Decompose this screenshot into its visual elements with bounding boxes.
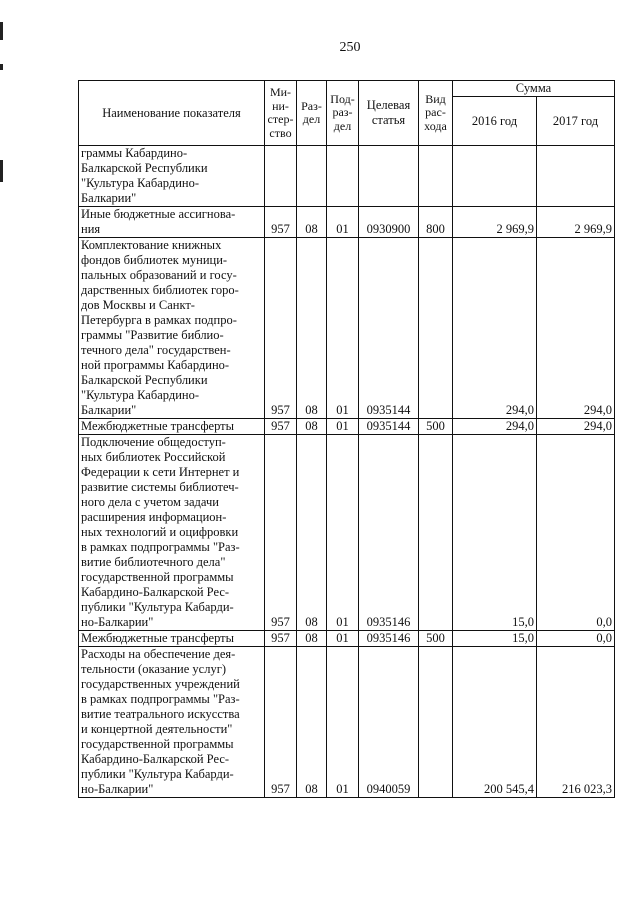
indicator-name-line: государственной программы — [81, 570, 234, 584]
cell-subsection: 01 — [327, 647, 359, 798]
cell-subsection: 01 — [327, 207, 359, 238]
table-row — [79, 647, 615, 798]
indicator-name-line: Межбюджетные трансферты — [81, 419, 235, 433]
table-row — [79, 631, 615, 647]
cell-section: 08 — [297, 435, 327, 631]
indicator-name-line: ной программы Кабардино- — [81, 358, 230, 372]
header-name: Наименование показателя — [79, 81, 265, 146]
cell-sum-2017: 216 023,3 — [537, 647, 615, 798]
indicator-name-line: дов Москвы и Санкт- — [81, 298, 195, 312]
indicator-name-line: "Культура Кабардино- — [81, 176, 199, 190]
cell-subsection: 01 — [327, 419, 359, 435]
indicator-name-line: дарственных библиотек горо- — [81, 283, 239, 297]
indicator-name-line: Балкарской Республики — [81, 161, 208, 175]
indicator-name-line: витие библиотечного дела" — [81, 555, 226, 569]
header-target-article: Целевая статья — [359, 81, 419, 146]
cell-ministry: 957 — [265, 207, 297, 238]
cell-indicator-name — [79, 207, 265, 238]
cell-target-article: 0930900 — [359, 207, 419, 238]
indicator-name-line: Федерации к сети Интернет и — [81, 465, 240, 479]
scan-edge-mark-middle — [0, 160, 3, 182]
cell-section: 08 — [297, 631, 327, 647]
budget-table — [78, 80, 615, 798]
indicator-name-line: но-Балкарии" — [81, 782, 154, 796]
cell-ministry: 957 — [265, 435, 297, 631]
header-year-2016: 2016 год — [453, 97, 537, 146]
indicator-name-line: граммы Кабардино- — [81, 146, 188, 160]
indicator-name-line: ния — [81, 222, 101, 236]
indicator-name-line: ного дела с учетом задачи — [81, 495, 219, 509]
header-year-2017: 2017 год — [537, 97, 615, 146]
indicator-name-line: Балкарской Республики — [81, 373, 208, 387]
indicator-name-line: и концертной деятельности" — [81, 722, 233, 736]
indicator-name-line: ных технологий и оцифровки — [81, 525, 239, 539]
cell-indicator-name — [79, 631, 265, 647]
cell-sum-2017: 0,0 — [537, 435, 615, 631]
cell-indicator-name — [79, 419, 265, 435]
indicator-name-line: Петербурга в рамках подпро- — [81, 313, 237, 327]
cell-expense-type — [419, 435, 453, 631]
indicator-name-line: государственных учреждений — [81, 677, 240, 691]
cell-section: 08 — [297, 207, 327, 238]
indicator-name-line: течного дела" государствен- — [81, 343, 231, 357]
table-row — [79, 419, 615, 435]
cell-indicator-name — [79, 647, 265, 798]
cell-section: 08 — [297, 419, 327, 435]
indicator-name-line: Межбюджетные трансферты — [81, 631, 235, 645]
cell-sum-2017: 0,0 — [537, 631, 615, 647]
indicator-name-line: Комплектование книжных — [81, 238, 222, 252]
indicator-name-line: в рамках подпрограммы "Раз- — [81, 692, 240, 706]
cell-expense-type: 500 — [419, 419, 453, 435]
cell-target-article: 0935146 — [359, 631, 419, 647]
indicator-name-line: расширения информацион- — [81, 510, 227, 524]
table-row — [79, 146, 615, 207]
cell-sum-2017 — [537, 146, 615, 207]
cell-sum-2016: 200 545,4 — [453, 647, 537, 798]
indicator-name-line: тельности (оказание услуг) — [81, 662, 226, 676]
indicator-name-line: пальных образований и госу- — [81, 268, 237, 282]
cell-subsection — [327, 146, 359, 207]
cell-target-article — [359, 146, 419, 207]
cell-expense-type — [419, 647, 453, 798]
cell-ministry: 957 — [265, 631, 297, 647]
header-subsection: Под- раз- дел — [327, 81, 359, 146]
cell-indicator-name — [79, 238, 265, 419]
page-number: 250 — [339, 40, 361, 55]
cell-sum-2016: 294,0 — [453, 238, 537, 419]
cell-sum-2016: 15,0 — [453, 631, 537, 647]
cell-target-article: 0935144 — [359, 238, 419, 419]
indicator-name-line: Подключение общедоступ- — [81, 435, 226, 449]
cell-subsection: 01 — [327, 631, 359, 647]
cell-expense-type — [419, 238, 453, 419]
cell-sum-2017: 294,0 — [537, 419, 615, 435]
header-expense-type: Вид рас- хода — [419, 81, 453, 146]
cell-ministry: 957 — [265, 419, 297, 435]
cell-target-article: 0935144 — [359, 419, 419, 435]
indicator-name-line: граммы "Развитие библио- — [81, 328, 224, 342]
cell-indicator-name — [79, 435, 265, 631]
table-row — [79, 435, 615, 631]
cell-target-article: 0940059 — [359, 647, 419, 798]
indicator-name-line: Балкарии" — [81, 403, 137, 417]
table-row — [79, 238, 615, 419]
cell-ministry: 957 — [265, 647, 297, 798]
cell-expense-type — [419, 146, 453, 207]
cell-sum-2016: 15,0 — [453, 435, 537, 631]
cell-indicator-name — [79, 146, 265, 207]
indicator-name-line: в рамках подпрограммы "Раз- — [81, 540, 240, 554]
cell-expense-type: 800 — [419, 207, 453, 238]
indicator-name-line: Иные бюджетные ассигнова- — [81, 207, 236, 221]
indicator-name-line: развитие системы библиотеч- — [81, 480, 239, 494]
cell-ministry — [265, 146, 297, 207]
cell-section: 08 — [297, 647, 327, 798]
cell-section: 08 — [297, 238, 327, 419]
indicator-name-line: Кабардино-Балкарской Рес- — [81, 585, 230, 599]
cell-section — [297, 146, 327, 207]
cell-sum-2016: 2 969,9 — [453, 207, 537, 238]
indicator-name-line: государственной программы — [81, 737, 234, 751]
indicator-name-line: Расходы на обеспечение дея- — [81, 647, 236, 661]
indicator-name-line: "Культура Кабардино- — [81, 388, 199, 402]
indicator-name-line: фондов библиотек муници- — [81, 253, 228, 267]
indicator-name-line: Балкарии" — [81, 191, 137, 205]
indicator-name-line: публики "Культура Кабарди- — [81, 600, 234, 614]
header-section: Раз- дел — [297, 81, 327, 146]
header-sum: Сумма — [453, 81, 615, 97]
cell-expense-type: 500 — [419, 631, 453, 647]
cell-sum-2017: 2 969,9 — [537, 207, 615, 238]
cell-sum-2016 — [453, 146, 537, 207]
indicator-name-line: ных библиотек Российской — [81, 450, 226, 464]
indicator-name-line: витие театрального искусства — [81, 707, 240, 721]
cell-sum-2017: 294,0 — [537, 238, 615, 419]
header-ministry: Ми- ни- стер- ство — [265, 81, 297, 146]
cell-subsection: 01 — [327, 238, 359, 419]
table-row — [79, 207, 615, 238]
cell-ministry: 957 — [265, 238, 297, 419]
cell-sum-2016: 294,0 — [453, 419, 537, 435]
scan-edge-mark-upper — [0, 64, 3, 70]
indicator-name-line: Кабардино-Балкарской Рес- — [81, 752, 230, 766]
cell-target-article: 0935146 — [359, 435, 419, 631]
indicator-name-line: но-Балкарии" — [81, 615, 154, 629]
indicator-name-line: публики "Культура Кабарди- — [81, 767, 234, 781]
scan-edge-mark-top — [0, 22, 3, 40]
cell-subsection: 01 — [327, 435, 359, 631]
